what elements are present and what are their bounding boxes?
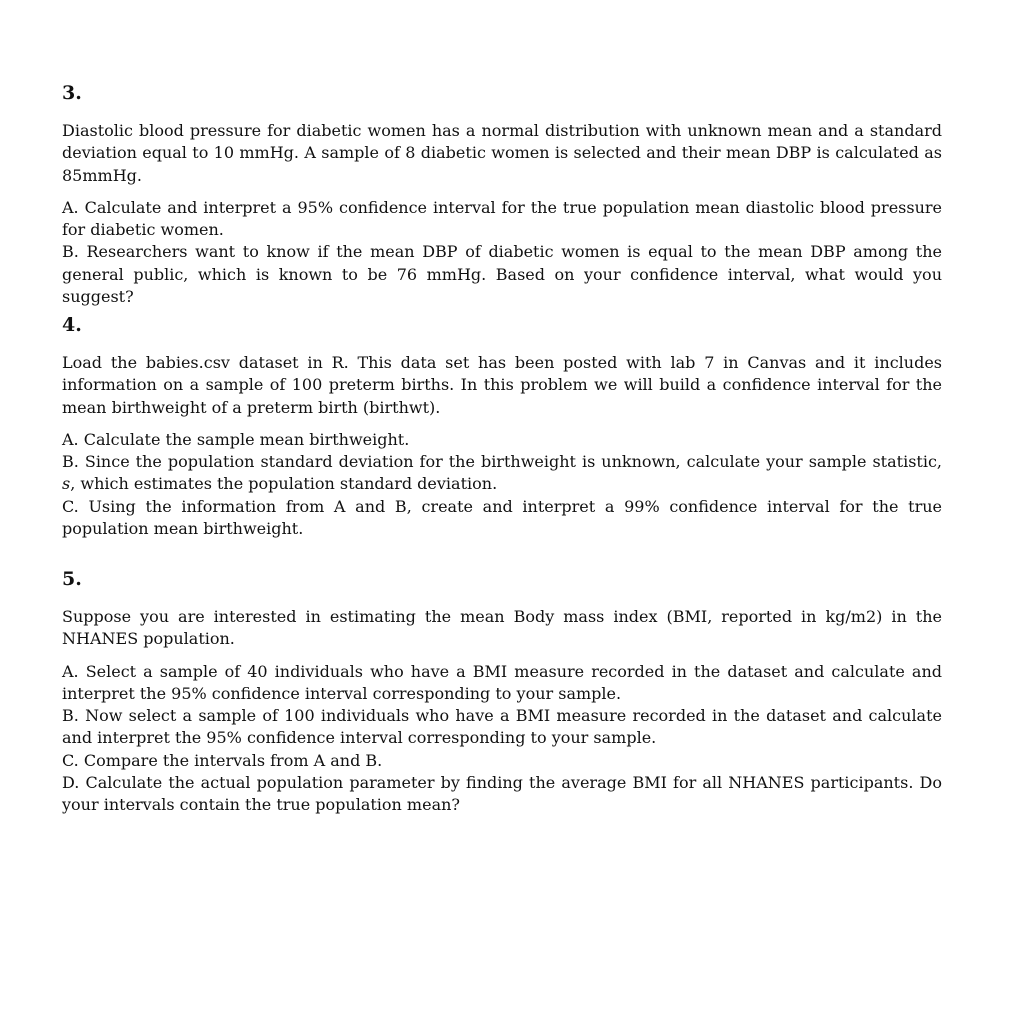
- problem-parts: [62, 197, 942, 308]
- problem-4: [62, 314, 942, 540]
- part-a: A. Calculate the sample mean birthweight.: [62, 429, 410, 449]
- problem-parts: [62, 661, 942, 817]
- problem-intro: Suppose you are interested in estimating the mean Body mass index (BMI, reported in kg/m2) in the NHANES population.: [62, 607, 942, 649]
- part-d: D. Calculate the actual population parameter by finding the average BMI for all NHANES participants. Do your intervals contain the true population mean?: [62, 773, 942, 815]
- problem-parts: [62, 429, 942, 540]
- part-b: B. Researchers want to know if the mean DBP of diabetic women is equal to the mean DBP among the general public, which is known to be 76 mmHg. Based on your confidence interval, what would you suggest?: [62, 242, 942, 307]
- problem-number: 5.: [62, 568, 82, 590]
- problem-number: 4.: [62, 314, 82, 336]
- part-b: B. Since the population standard deviation for the birthweight is unknown, calculate your sample statistic, s, which estimates the population standard deviation.: [62, 452, 942, 494]
- problem-intro: Diastolic blood pressure for diabetic women has a normal distribution with unknown mean and a standard deviation equal to 10 mmHg. A sample of 8 diabetic women is selected and their mean DBP is calculated as 85mmHg.: [62, 121, 942, 185]
- problem-number: 3.: [62, 82, 82, 104]
- problem-3: [62, 82, 942, 308]
- problem-5: [62, 568, 942, 817]
- part-c: C. Using the information from A and B, create and interpret a 99% confidence interval for the true population mean birthweight.: [62, 496, 942, 539]
- part-c: C. Compare the intervals from A and B.: [62, 750, 383, 770]
- part-a: A. Calculate and interpret a 95% confidence interval for the true population mean diastolic blood pressure for diabetic women.: [62, 197, 942, 240]
- problem-intro: Load the babies.csv dataset in R. This data set has been posted with lab 7 in Canvas and it includes information on a sample of 100 preterm births. In this problem we will build a confidence interval for the mean birthweight of a preterm birth (birthwt).: [62, 353, 942, 417]
- part-a: A. Select a sample of 40 individuals who have a BMI measure recorded in the dataset and calculate and interpret the 95% confidence interval corresponding to your sample.: [62, 661, 942, 703]
- statistic-symbol: s: [62, 474, 71, 494]
- part-b: B. Now select a sample of 100 individuals who have a BMI measure recorded in the dataset and calculate and interpret the 95% confidence interval corresponding to your sample.: [62, 706, 942, 748]
